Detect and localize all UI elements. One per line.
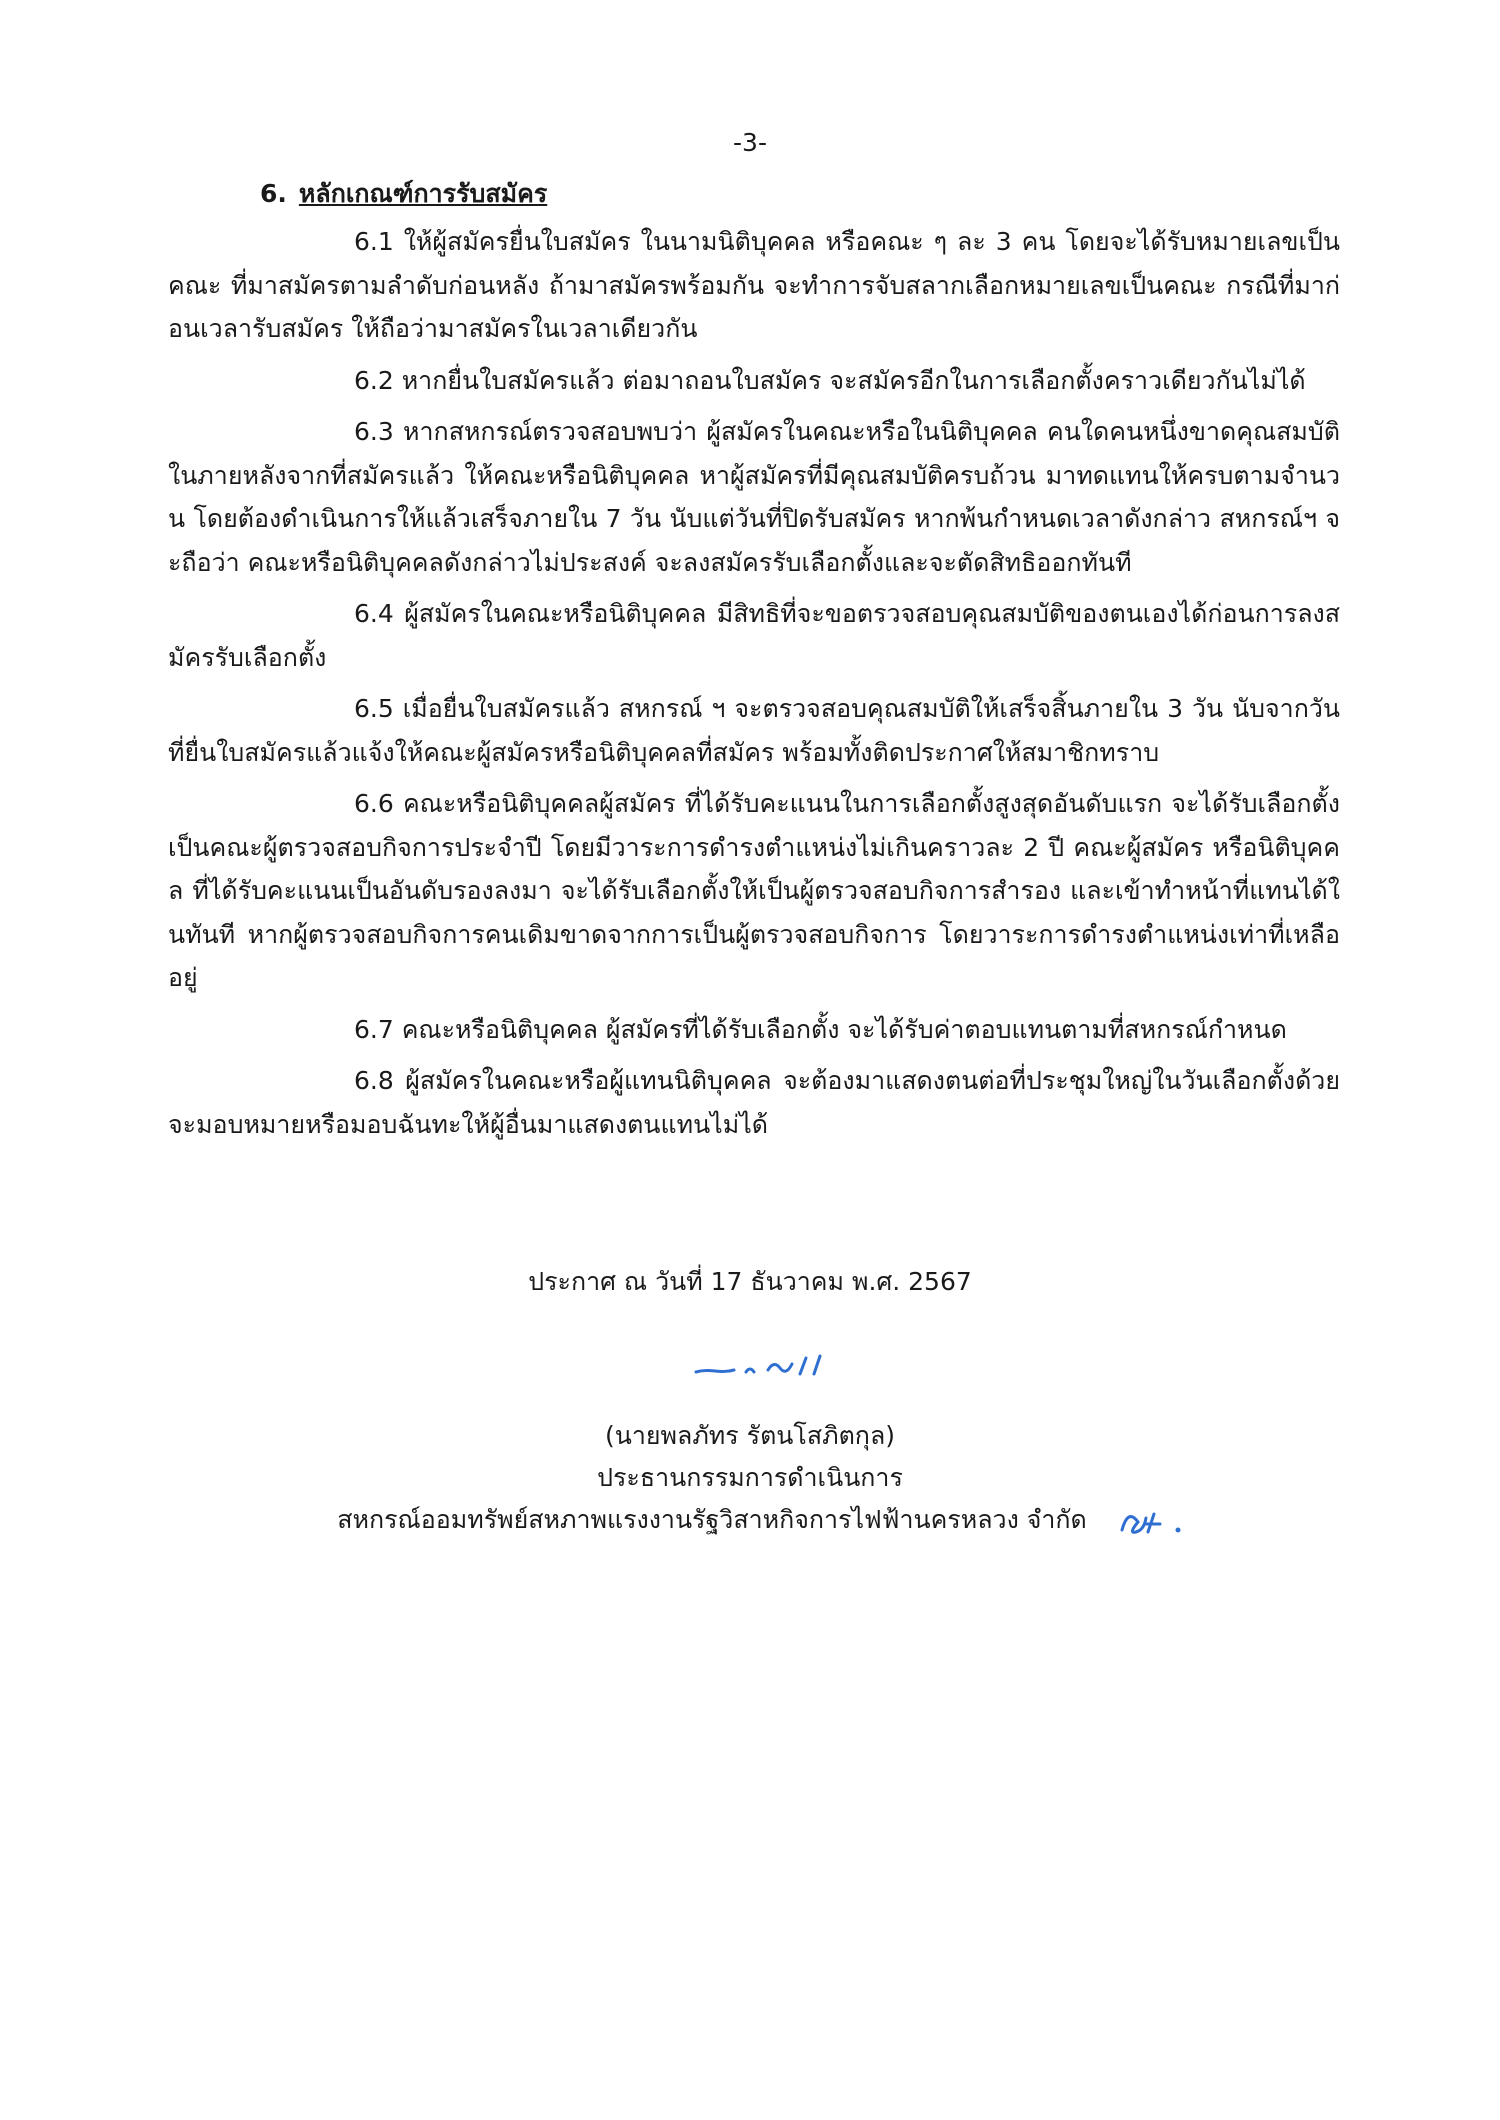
section-number: 6.: [260, 179, 287, 208]
section-title: หลักเกณฑ์การรับสมัคร: [298, 179, 548, 208]
document-body: [168, 172, 1340, 1154]
clause-6-3: 6.3 หากสหกรณ์ตรวจสอบพบว่า ผู้สมัครในคณะหรือในนิติบุคคล คนใดคนหนึ่งขาดคุณสมบัติในภายหลังจากที่สมัครแล้ว ให้คณะหรือนิติบุคคล หาผู้สมัครที่มีคุณสมบัติครบถ้วน มาทดแทนให้ครบตามจำนวน โดยต้องดำเนินการให้แล้วเสร็จภายใน 7 วัน นับแต่วันที่ปิดรับสมัคร หากพ้นกำหนดเวลาดังกล่าว สหกรณ์ฯ จะถือว่า คณะหรือนิติบุคคลดังกล่าวไม่ประสงค์ จะลงสมัครรับเลือกตั้งและจะตัดสิทธิออกทันที: [168, 417, 1340, 577]
clause-6-7: 6.7 คณะหรือนิติบุคคล ผู้สมัครที่ได้รับเลือกตั้ง จะได้รับค่าตอบแทนตามที่สหกรณ์กำหนด: [354, 1014, 1287, 1044]
clause-6-2: 6.2 หากยื่นใบสมัครแล้ว ต่อมาถอนใบสมัคร จะสมัครอีกในการเลือกตั้งคราวเดียวกันไม่ได้: [354, 365, 1306, 395]
handwritten-initials: [1112, 1502, 1192, 1542]
clause-6-8: 6.8 ผู้สมัครในคณะหรือผู้แทนนิติบุคคล จะต้องมาแสดงตนต่อที่ประชุมใหญ่ในวันเลือกตั้งด้วย จะมอบหมายหรือมอบฉันทะให้ผู้อื่นมาแสดงตนแทนไม่ได้: [168, 1066, 1340, 1139]
organization-name: สหกรณ์ออมทรัพย์สหภาพแรงงานรัฐวิสาหกิจการไฟฟ้านครหลวง จำกัด: [337, 1505, 1087, 1534]
clause-6-1: 6.1 ให้ผู้สมัครยื่นใบสมัคร ในนามนิติบุคคล หรือคณะ ๆ ละ 3 คน โดยจะได้รับหมายเลขเป็นคณะ ที่มาสมัครตามลำดับก่อนหลัง ถ้ามาสมัครพร้อมกัน จะทำการจับสลากเลือกหมายเลขเป็นคณะ กรณีที่มาก่อนเวลารับสมัคร ให้ถือว่ามาสมัครในเวลาเดียวกัน: [168, 227, 1340, 343]
announcement-date: ประกาศ ณ วันที่ 17 ธันวาคม พ.ศ. 2567: [528, 1267, 972, 1296]
page-number: -3-: [733, 128, 767, 157]
section-heading: [260, 172, 1340, 220]
clause-6-4: 6.4 ผู้สมัครในคณะหรือนิติบุคคล มีสิทธิที่จะขอตรวจสอบคุณสมบัติของตนเองได้ก่อนการลงสมัครรับเลือกตั้ง: [168, 599, 1340, 672]
signatory-position: ประธานกรรมการดำเนินการ: [597, 1463, 903, 1492]
clause-6-5: 6.5 เมื่อยื่นใบสมัครแล้ว สหกรณ์ ฯ จะตรวจสอบคุณสมบัติให้เสร็จสิ้นภายใน 3 วัน นับจากวันที่ยื่นใบสมัครแล้วแจ้งให้คณะผู้สมัครหรือนิติบุคคลที่สมัคร พร้อมทั้งติดประกาศให้สมาชิกทราบ: [168, 694, 1340, 767]
signatory-name: (นายพลภัทร รัตนโสภิตกุล): [604, 1421, 896, 1450]
handwritten-signature: [690, 1348, 840, 1388]
clause-6-6: 6.6 คณะหรือนิติบุคคลผู้สมัคร ที่ได้รับคะแนนในการเลือกตั้งสูงสุดอันดับแรก จะได้รับเลือกตั้งเป็นคณะผู้ตรวจสอบกิจการประจำปี โดยมีวาระการดำรงตำแหน่งไม่เกินคราวละ 2 ปี คณะผู้สมัคร หรือนิติบุคคล ที่ได้รับคะแนนเป็นอันดับรองลงมา จะได้รับเลือกตั้งให้เป็นผู้ตรวจสอบกิจการสำรอง และเข้าทำหน้าที่แทนได้ในทันที หากผู้ตรวจสอบกิจการคนเดิมขาดจากการเป็นผู้ตรวจสอบกิจการ โดยวาระการดำรงตำแหน่งเท่าที่เหลืออยู่: [168, 789, 1340, 992]
